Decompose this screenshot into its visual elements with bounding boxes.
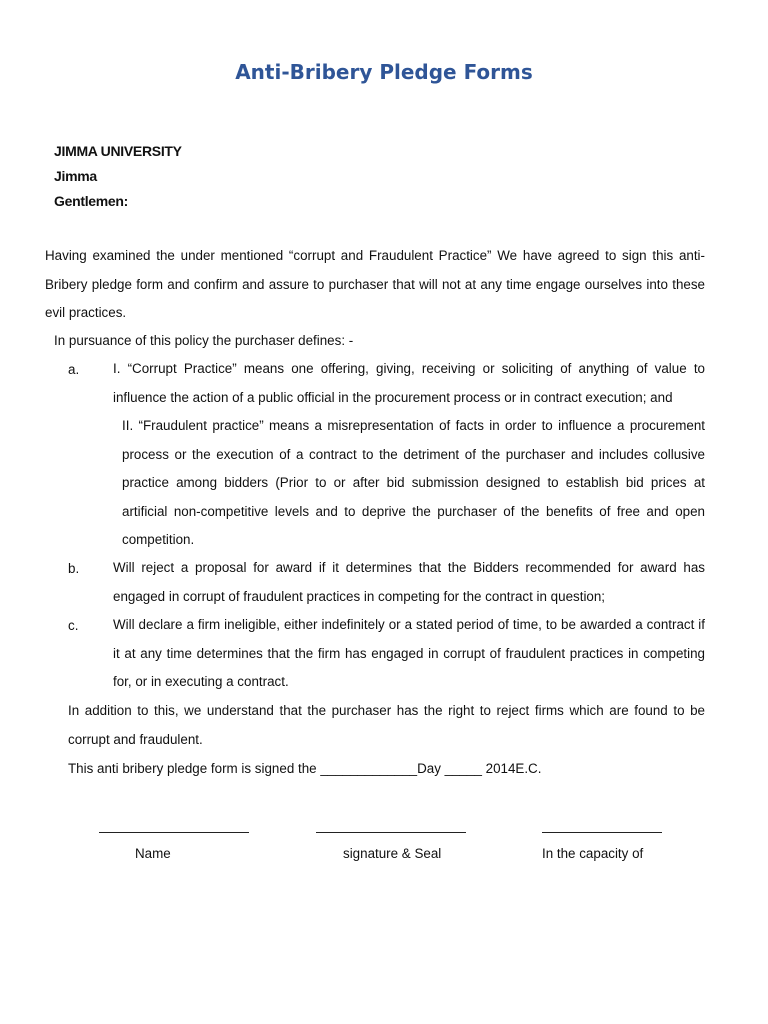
name-label: Name — [135, 846, 171, 861]
addressee-city: Jimma — [54, 168, 97, 184]
item-a-corrupt-practice: I. “Corrupt Practice” means one offering, giving, receiving or soliciting of anything of value to influence the action of a public official in the procurement process or in contract execution; and — [113, 361, 705, 405]
item-b-text: Will reject a proposal for award if it determines that the Bidders recommended for award has engaged in corrupt of fraudulent practices in competing for the contract in question; — [113, 560, 705, 604]
document-title: Anti-Bribery Pledge Forms — [235, 60, 533, 84]
item-a-fraudulent-practice: II. “Fraudulent practice” means a misrepresentation of facts in order to influence a procurement process or the execution of a contract to the detriment of the purchaser and includes collusive practice among bidders (Prior to or after bid submission designed to establish bid prices at artificial non-competitive levels and to deprive the purchaser of the benefits of free and open competition. — [122, 418, 705, 547]
item-b-marker: b. — [68, 561, 80, 576]
item-c-text: Will declare a firm ineligible, either indefinitely or a stated period of time, to be awarded a contract if it at any time determines that the firm has engaged in corrupt of fraudulent practices in competing for, or in executing a contract. — [113, 617, 705, 689]
addition-paragraph: In addition to this, we understand that the purchaser has the right to reject firms which are found to be corrupt and fraudulent. — [68, 703, 705, 747]
capacity-label: In the capacity of — [542, 846, 644, 861]
seal-signature-line — [316, 820, 466, 833]
signed-date-line: This anti bribery pledge form is signed the _____________Day _____ 2014E.C. — [68, 761, 542, 776]
item-c-marker: c. — [68, 618, 79, 633]
signature-seal-label: signature & Seal — [343, 846, 442, 861]
item-a-marker: a. — [68, 362, 80, 377]
intro-paragraph: Having examined the under mentioned “corrupt and Fraudulent Practice” We have agreed to sign this anti-Bribery pledge form and confirm and assure to purchaser that will not at any time engage ourselves into these evil practices. — [45, 248, 705, 320]
policy-intro: In pursuance of this policy the purchaser defines: - — [54, 333, 354, 348]
salutation: Gentlemen: — [54, 193, 129, 209]
capacity-signature-line — [542, 820, 662, 833]
name-signature-line — [99, 820, 249, 833]
addressee-name: JIMMA UNIVERSITY — [54, 143, 182, 159]
